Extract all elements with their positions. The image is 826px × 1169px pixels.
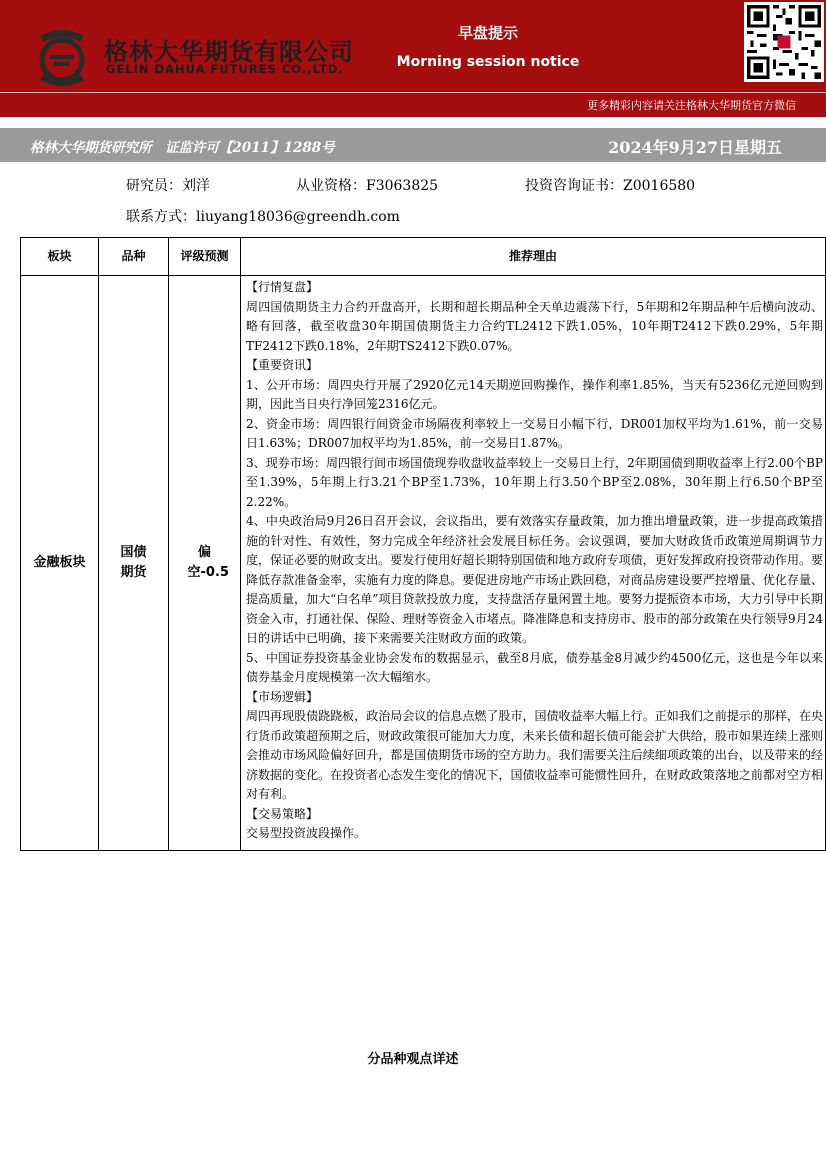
header-rating: 评级预测 [169,238,241,276]
reason-paragraph: 5、中国证券投资基金业协会发布的数据显示，截至8月底，债券基金8月减少约4500亿元，这也是今年以来债券基金月度规模第一次大幅缩水。 [246,650,823,684]
report-header [0,0,826,117]
reason-paragraph: 3、现券市场：周四银行间市场国债现券收盘收益率较上一交易日上行，2年期国债到期收益率上行2.00个BP至1.39%，5年期上行3.21个BP至1.73%，10年期上行3.50个BP至2.08%，30年期上行6.50个BP至2.22%。 [246,455,823,509]
contact-email: 联系方式：liuyang18036@greendh.com [126,209,400,225]
recommendation-table [20,237,826,851]
header-reason: 推荐理由 [241,238,826,276]
reason-heading-news: 【重要资讯】 [246,358,319,372]
section-title: 分品种观点详述 [367,1052,459,1067]
reason-paragraph: 2、资金市场：周四银行间资金市场隔夜利率较上一交易日小幅下行，DR001加权平均为1.61%，前一交易日1.63%；DR007加权平均为1.85%，前一交易日1.87%。 [246,416,823,450]
reason-heading-logic: 【市场逻辑】 [246,689,319,704]
header-variety: 品种 [99,238,169,276]
reason-heading-review: 【行情复盘】 [246,280,319,294]
header-sector: 板块 [21,238,99,276]
researcher: 研究员：刘洋 [126,178,210,194]
reason-paragraph: 4、中央政治局9月26日召开会议，会议指出，要有效落实存量政策，加力推出增量政策，进一步提高政策措施的针对性、有效性，努力完成全年经济社会发展目标任务。会议强调，要加大财政货币政策逆周期调节力度，保证必要的财政支出。要发行使用好超长期特别国债和地方政府专项债，更好发挥政府投资带动作用。要降低存款准备金率，实施有力度的降息。要促进房地产市场止跌回稳，对商品房建设要严控增量、优化存量、提高质量，加大“白名单”项目贷款投放力度，支持盘活存量闲置土地。要努力提振资本市场，大力引导中长期资金入市，打通社保、保险、理财等资金入市堵点。降准降息和支持房市、股市的部分政策在央行领导9月24日的讲话中已明确，接下来需要关注财政方面的政策。 [246,514,823,645]
reason-paragraph: 1、公开市场：周四央行开展了2920亿元14天期逆回购操作，操作利率1.85%，当天有5236亿元逆回购到期，因此当日央行净回笼2316亿元。 [246,377,823,411]
sector-cell: 金融板块 [21,276,99,851]
company-name-cn: 格林大华期货有限公司 [104,38,354,66]
variety-label: 国债期货 [120,544,147,580]
company-name-en: GELIN DAHUA FUTURES CO.,LTD. [106,62,344,76]
variety-cell [99,276,169,851]
reason-paragraph: 交易型投资波段操作。 [246,826,367,840]
wechat-note: 更多精彩内容请关注格林大华期货官方微信 [587,99,796,112]
institute-bar [0,128,826,162]
reason-paragraph: 周四国债期货主力合约开盘高开，长期和超长期品种全天单边震荡下行，5年期和2年期品种午后横向波动、略有回落，截至收盘30年期国债期货主力合约TL2412下跌1.05%，10年期T2412下跌0.29%，5年期TF2412下跌0.18%，2年期TS2412下跌0.07%。 [246,299,823,353]
qr-code-icon [744,2,824,82]
reason-cell [241,276,826,851]
report-type-en: Morning session notice [396,54,580,70]
report-type-cn: 早盘提示 [457,24,518,42]
header-divider [0,92,826,93]
reason-paragraph: 周四再现股债跷跷板，政治局会议的信息点燃了股市，国债收益率大幅上行。正如我们之前提示的那样，在央行货币政策超预期之后，财政政策很可能加大力度，未来长债和超长债可能会扩大供给，股市如果连续上涨则会推动市场风险偏好回升，都是国债期货市场的空方助力。我们需要关注后续细项政策的出台，以及带来的经济数据的变化。在投资者心态发生变化的情况下，国债收益率可能惯性回升，在财政政策落地之前都对空方相对有利。 [246,709,823,801]
rating-cell [169,276,241,851]
qualification: 从业资格：F3063825 [296,178,439,194]
table-row [21,276,826,851]
advisory-certificate: 投资咨询证书：Z0016580 [525,178,696,194]
rating-label: 偏空-0.5 [187,544,229,580]
table-header-row [21,238,826,276]
report-date: 2024年9月27日星期五 [608,138,782,157]
reason-heading-strategy: 【交易策略】 [246,806,319,821]
institute-license: 格林大华期货研究所 证监许可【2011】1288号 [30,140,335,156]
